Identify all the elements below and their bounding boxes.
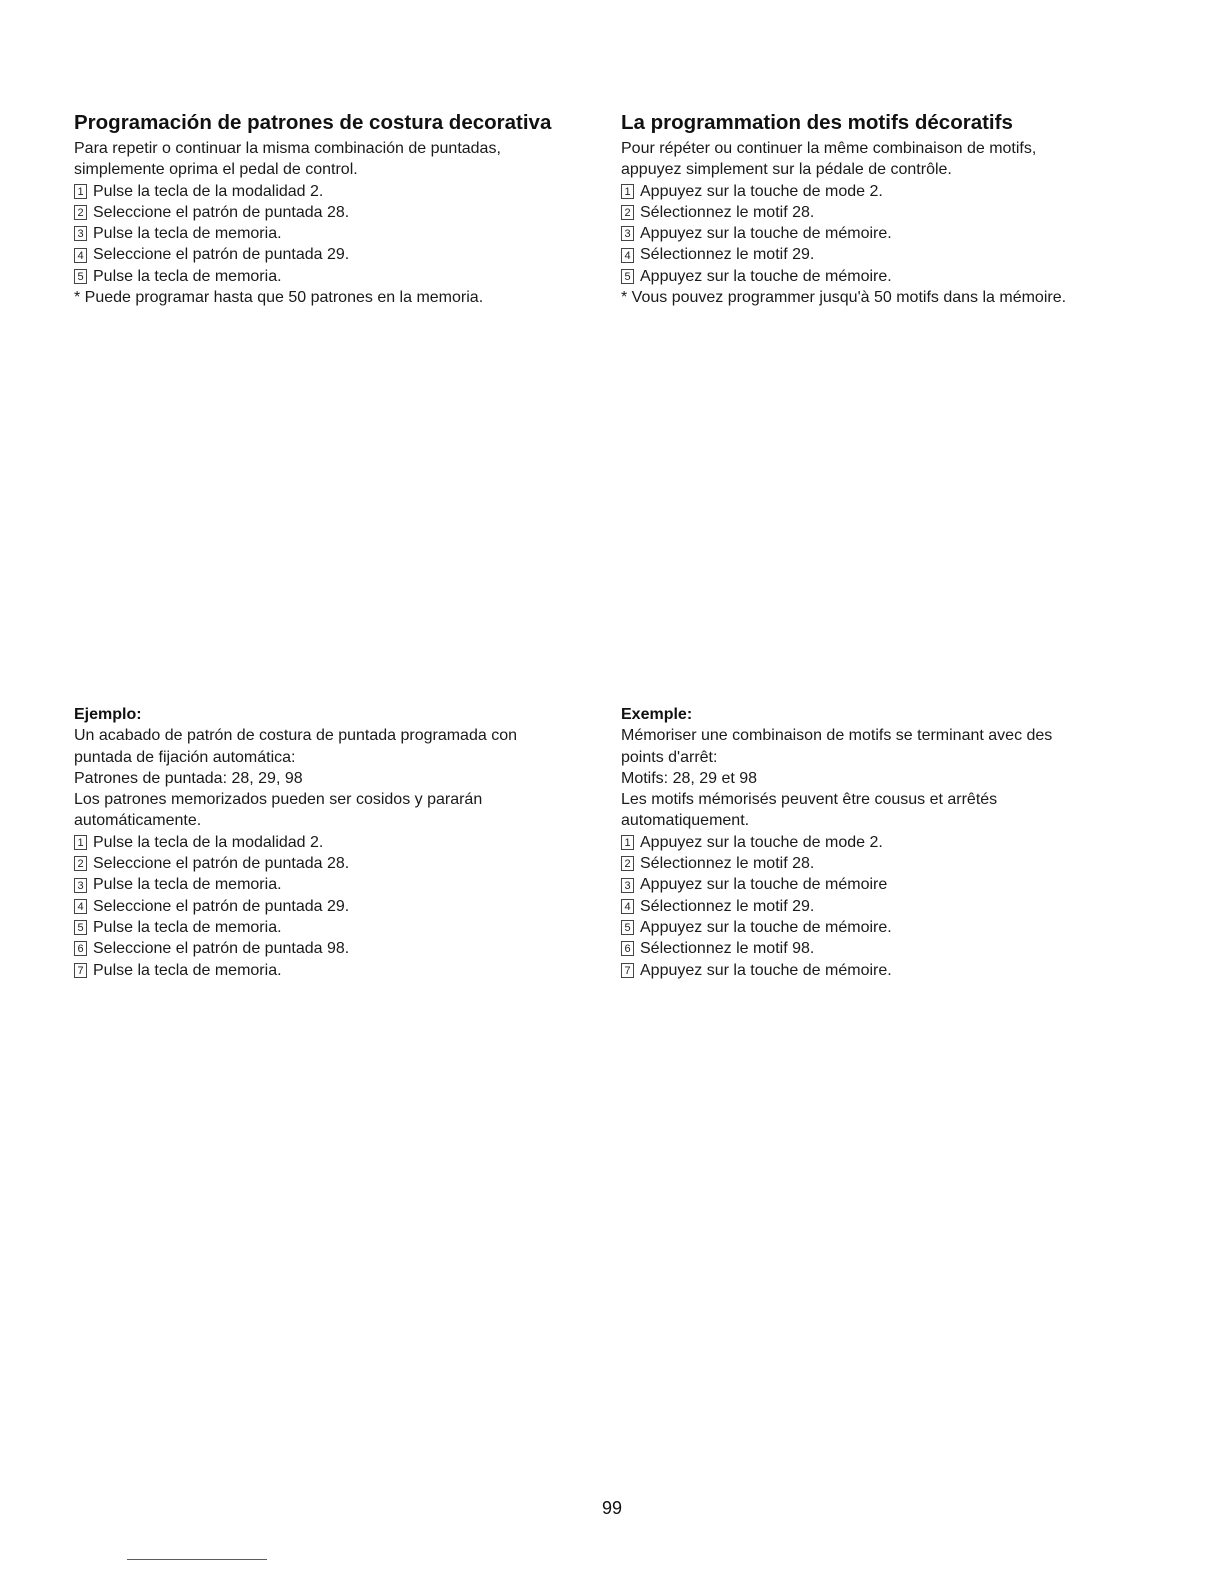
- step-number-icon: 2: [74, 205, 87, 220]
- step-text: Appuyez sur la touche de mode 2.: [640, 182, 883, 200]
- example-line: Motifs: 28, 29 et 98: [621, 769, 758, 787]
- step-text: Sélectionnez le motif 28.: [640, 203, 815, 221]
- example-heading: Exemple:: [621, 706, 693, 723]
- step-text: Pulse la tecla de memoria.: [93, 961, 282, 979]
- step-text: Appuyez sur la touche de mémoire.: [640, 961, 892, 979]
- step-number-icon: 5: [621, 269, 634, 284]
- steps-list: [74, 832, 594, 981]
- step-text: Appuyez sur la touche de mémoire.: [640, 267, 892, 285]
- step-number-icon: 3: [74, 878, 87, 893]
- step-text: Sélectionnez le motif 29.: [640, 246, 815, 264]
- step-text: Seleccione el patrón de puntada 29.: [93, 246, 350, 264]
- step-item: [621, 832, 1141, 853]
- step-number-icon: 6: [74, 941, 87, 956]
- step-item: [621, 896, 1141, 917]
- example-line: puntada de fijación automática:: [74, 748, 296, 766]
- spanish-programming-section: [74, 110, 594, 308]
- step-text: Appuyez sur la touche de mémoire: [640, 876, 888, 894]
- step-item: [74, 223, 594, 244]
- step-number-icon: 5: [74, 920, 87, 935]
- step-item: [621, 960, 1141, 981]
- step-item: [74, 896, 594, 917]
- note: * Puede programar hasta que 50 patrones en la memoria.: [74, 289, 484, 307]
- step-item: [74, 832, 594, 853]
- step-number-icon: 1: [621, 835, 634, 850]
- step-number-icon: 4: [621, 248, 634, 263]
- step-text: Sélectionnez le motif 29.: [640, 897, 815, 915]
- intro-line: Para repetir o continuar la misma combinación de puntadas,: [74, 140, 501, 157]
- french-programming-section: [621, 110, 1141, 308]
- step-number-icon: 5: [621, 920, 634, 935]
- step-item: [74, 853, 594, 874]
- step-item: [74, 917, 594, 938]
- step-item: [621, 202, 1141, 223]
- steps-list: [621, 181, 1141, 287]
- step-number-icon: 4: [621, 899, 634, 914]
- intro-line: simplemente oprima el pedal de control.: [74, 161, 358, 179]
- step-item: [621, 181, 1141, 202]
- step-text: Sélectionnez le motif 98.: [640, 940, 815, 958]
- step-number-icon: 3: [74, 226, 87, 241]
- intro-line: Pour répéter ou continuer la même combinaison de motifs,: [621, 140, 1037, 157]
- step-text: Seleccione el patrón de puntada 29.: [93, 897, 350, 915]
- step-item: [74, 202, 594, 223]
- example-line: Mémoriser une combinaison de motifs se terminant avec des: [621, 727, 1053, 745]
- step-item: [621, 874, 1141, 895]
- page-number: 99: [601, 1498, 623, 1518]
- step-number-icon: 1: [621, 184, 634, 199]
- example-line: automatiquement.: [621, 812, 750, 830]
- step-text: Seleccione el patrón de puntada 28.: [93, 203, 350, 221]
- steps-list: [74, 181, 594, 287]
- section-title: La programmation des motifs décoratifs: [621, 111, 1013, 134]
- steps-list: [621, 832, 1141, 981]
- step-item: [74, 874, 594, 895]
- step-text: Appuyez sur la touche de mémoire.: [640, 225, 892, 243]
- step-item: [621, 938, 1141, 959]
- step-text: Pulse la tecla de memoria.: [93, 225, 282, 243]
- step-text: Pulse la tecla de memoria.: [93, 918, 282, 936]
- note: * Vous pouvez programmer jusqu'à 50 motifs dans la mémoire.: [621, 289, 1067, 307]
- step-item: [621, 266, 1141, 287]
- step-item: [621, 853, 1141, 874]
- step-text: Sélectionnez le motif 28.: [640, 855, 815, 873]
- example-line: automáticamente.: [74, 812, 202, 830]
- step-text: Appuyez sur la touche de mémoire.: [640, 918, 892, 936]
- step-item: [74, 244, 594, 265]
- footer-divider: [127, 1559, 267, 1560]
- step-text: Pulse la tecla de la modalidad 2.: [93, 833, 324, 851]
- step-number-icon: 3: [621, 226, 634, 241]
- example-line: Patrones de puntada: 28, 29, 98: [74, 769, 303, 787]
- example-line: Un acabado de patrón de costura de puntada programada con: [74, 727, 517, 745]
- step-item: [621, 223, 1141, 244]
- example-line: points d'arrêt:: [621, 748, 718, 766]
- step-number-icon: 5: [74, 269, 87, 284]
- spanish-example-section: [74, 704, 594, 981]
- example-line: Les motifs mémorisés peuvent être cousus et arrêtés: [621, 791, 998, 809]
- step-number-icon: 4: [74, 248, 87, 263]
- step-item: [621, 244, 1141, 265]
- step-number-icon: 1: [74, 835, 87, 850]
- step-item: [74, 266, 594, 287]
- step-number-icon: 6: [621, 941, 634, 956]
- step-text: Pulse la tecla de memoria.: [93, 876, 282, 894]
- step-number-icon: 2: [621, 856, 634, 871]
- example-heading: Ejemplo:: [74, 706, 142, 723]
- example-line: Los patrones memorizados pueden ser cosidos y pararán: [74, 791, 483, 809]
- step-number-icon: 2: [621, 205, 634, 220]
- step-text: Pulse la tecla de memoria.: [93, 267, 282, 285]
- step-text: Seleccione el patrón de puntada 28.: [93, 855, 350, 873]
- step-item: [74, 181, 594, 202]
- step-text: Pulse la tecla de la modalidad 2.: [93, 182, 324, 200]
- step-text: Appuyez sur la touche de mode 2.: [640, 833, 883, 851]
- french-example-section: [621, 704, 1141, 981]
- step-item: [621, 917, 1141, 938]
- step-item: [74, 938, 594, 959]
- step-item: [74, 960, 594, 981]
- step-text: Seleccione el patrón de puntada 98.: [93, 940, 350, 958]
- section-title: Programación de patrones de costura decorativa: [74, 111, 552, 134]
- step-number-icon: 7: [621, 963, 634, 978]
- intro-line: appuyez simplement sur la pédale de contrôle.: [621, 161, 952, 179]
- step-number-icon: 2: [74, 856, 87, 871]
- step-number-icon: 7: [74, 963, 87, 978]
- step-number-icon: 4: [74, 899, 87, 914]
- step-number-icon: 1: [74, 184, 87, 199]
- step-number-icon: 3: [621, 878, 634, 893]
